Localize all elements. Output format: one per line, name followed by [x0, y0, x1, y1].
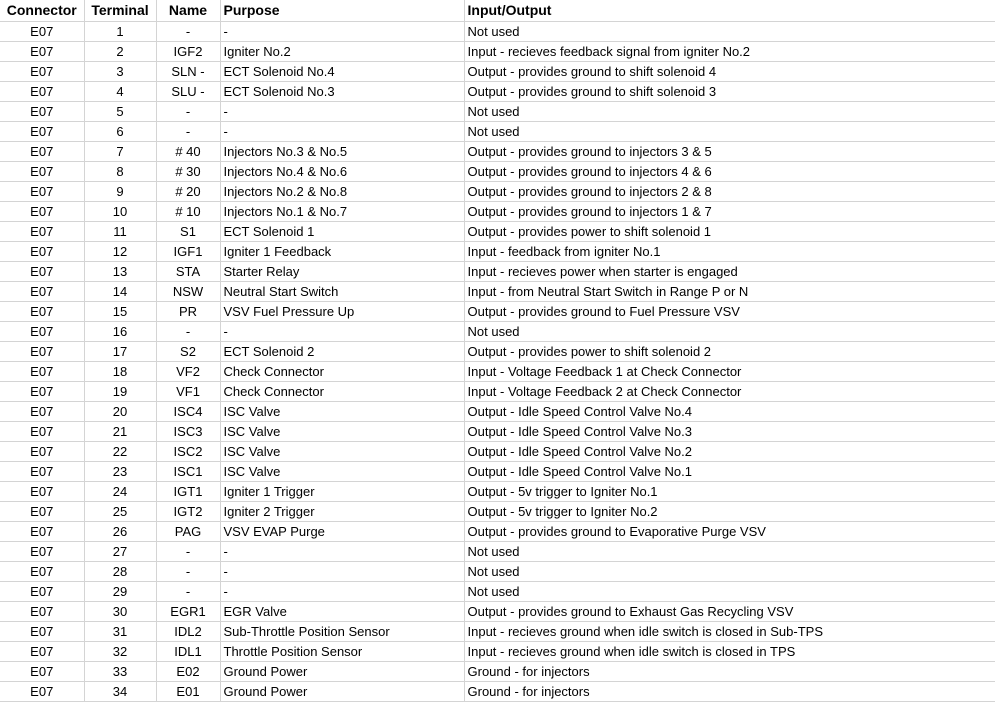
cell-terminal[interactable]: 3 [84, 62, 156, 82]
cell-connector[interactable]: E07 [0, 122, 84, 142]
cell-input-output[interactable]: Not used [464, 582, 995, 602]
cell-connector[interactable]: E07 [0, 442, 84, 462]
cell-input-output[interactable]: Not used [464, 322, 995, 342]
table-row [0, 422, 995, 442]
cell-terminal[interactable]: 8 [84, 162, 156, 182]
cell-input-output[interactable]: Input - recieves ground when idle switch is closed in Sub-TPS [464, 622, 995, 642]
cell-connector[interactable]: E07 [0, 622, 84, 642]
cell-input-output[interactable]: Input - Voltage Feedback 2 at Check Connector [464, 382, 995, 402]
cell-name[interactable]: ISC2 [156, 442, 220, 462]
table-row [0, 82, 995, 102]
cell-purpose[interactable]: VSV EVAP Purge [220, 522, 464, 542]
cell-purpose[interactable]: VSV Fuel Pressure Up [220, 302, 464, 322]
cell-connector[interactable]: E07 [0, 642, 84, 662]
cell-connector[interactable]: E07 [0, 242, 84, 262]
cell-purpose[interactable]: Injectors No.1 & No.7 [220, 202, 464, 222]
cell-input-output[interactable]: Ground - for injectors [464, 682, 995, 702]
cell-purpose[interactable]: ECT Solenoid 1 [220, 222, 464, 242]
cell-terminal[interactable]: 18 [84, 362, 156, 382]
cell-connector[interactable]: E07 [0, 202, 84, 222]
cell-connector[interactable]: E07 [0, 302, 84, 322]
cell-connector[interactable]: E07 [0, 62, 84, 82]
cell-input-output[interactable]: Input - Voltage Feedback 1 at Check Connector [464, 362, 995, 382]
cell-name[interactable]: - [156, 102, 220, 122]
cell-input-output[interactable]: Output - provides ground to Fuel Pressure VSV [464, 302, 995, 322]
cell-name[interactable]: S1 [156, 222, 220, 242]
cell-terminal[interactable]: 10 [84, 202, 156, 222]
cell-name[interactable]: ISC4 [156, 402, 220, 422]
cell-terminal[interactable]: 23 [84, 462, 156, 482]
cell-terminal[interactable]: 11 [84, 222, 156, 242]
cell-terminal[interactable]: 19 [84, 382, 156, 402]
cell-input-output[interactable]: Not used [464, 22, 995, 42]
table-row [0, 242, 995, 262]
cell-connector[interactable]: E07 [0, 282, 84, 302]
table-row [0, 462, 995, 482]
cell-purpose[interactable]: ECT Solenoid No.4 [220, 62, 464, 82]
cell-terminal[interactable]: 32 [84, 642, 156, 662]
cell-name[interactable]: VF1 [156, 382, 220, 402]
cell-purpose[interactable]: Igniter No.2 [220, 42, 464, 62]
cell-connector[interactable]: E07 [0, 502, 84, 522]
cell-terminal[interactable]: 22 [84, 442, 156, 462]
cell-terminal[interactable]: 30 [84, 602, 156, 622]
cell-terminal[interactable]: 6 [84, 122, 156, 142]
table-row [0, 482, 995, 502]
cell-name[interactable]: E02 [156, 662, 220, 682]
cell-connector[interactable]: E07 [0, 542, 84, 562]
table-row [0, 262, 995, 282]
cell-purpose[interactable]: Sub-Throttle Position Sensor [220, 622, 464, 642]
cell-input-output[interactable]: Output - provides ground to shift solenoid 4 [464, 62, 995, 82]
cell-name[interactable]: IDL1 [156, 642, 220, 662]
cell-input-output[interactable]: Output - Idle Speed Control Valve No.1 [464, 462, 995, 482]
cell-purpose[interactable]: - [220, 582, 464, 602]
cell-input-output[interactable]: Output - Idle Speed Control Valve No.4 [464, 402, 995, 422]
cell-input-output[interactable]: Not used [464, 122, 995, 142]
cell-connector[interactable]: E07 [0, 402, 84, 422]
cell-connector[interactable]: E07 [0, 262, 84, 282]
cell-terminal[interactable]: 29 [84, 582, 156, 602]
cell-name[interactable]: PAG [156, 522, 220, 542]
cell-purpose[interactable]: - [220, 122, 464, 142]
cell-connector[interactable]: E07 [0, 342, 84, 362]
cell-connector[interactable]: E07 [0, 562, 84, 582]
cell-terminal[interactable]: 27 [84, 542, 156, 562]
cell-name[interactable]: - [156, 22, 220, 42]
cell-terminal[interactable]: 21 [84, 422, 156, 442]
cell-input-output[interactable]: Not used [464, 542, 995, 562]
cell-name[interactable]: # 40 [156, 142, 220, 162]
cell-name[interactable]: # 30 [156, 162, 220, 182]
table-row [0, 182, 995, 202]
cell-name[interactable]: IDL2 [156, 622, 220, 642]
cell-connector[interactable]: E07 [0, 522, 84, 542]
cell-purpose[interactable]: - [220, 22, 464, 42]
cell-connector[interactable]: E07 [0, 322, 84, 342]
cell-name[interactable]: STA [156, 262, 220, 282]
cell-terminal[interactable]: 33 [84, 662, 156, 682]
header-name[interactable]: Name [156, 0, 220, 22]
cell-purpose[interactable]: - [220, 322, 464, 342]
table-row [0, 162, 995, 182]
table-row [0, 522, 995, 542]
table-row [0, 42, 995, 62]
cell-input-output[interactable]: Output - 5v trigger to Igniter No.2 [464, 502, 995, 522]
cell-terminal[interactable]: 26 [84, 522, 156, 542]
cell-connector[interactable]: E07 [0, 382, 84, 402]
cell-input-output[interactable]: Input - recieves power when starter is engaged [464, 262, 995, 282]
cell-name[interactable]: S2 [156, 342, 220, 362]
table-row [0, 622, 995, 642]
cell-terminal[interactable]: 31 [84, 622, 156, 642]
cell-terminal[interactable]: 14 [84, 282, 156, 302]
cell-purpose[interactable]: EGR Valve [220, 602, 464, 622]
cell-connector[interactable]: E07 [0, 582, 84, 602]
cell-connector[interactable]: E07 [0, 462, 84, 482]
table-row [0, 382, 995, 402]
cell-purpose[interactable]: Ground Power [220, 662, 464, 682]
cell-input-output[interactable]: Input - from Neutral Start Switch in Range P or N [464, 282, 995, 302]
table-row [0, 602, 995, 622]
cell-terminal[interactable]: 34 [84, 682, 156, 702]
cell-purpose[interactable]: Injectors No.3 & No.5 [220, 142, 464, 162]
cell-purpose[interactable]: Injectors No.4 & No.6 [220, 162, 464, 182]
cell-terminal[interactable]: 2 [84, 42, 156, 62]
cell-connector[interactable]: E07 [0, 22, 84, 42]
cell-name[interactable]: IGT2 [156, 502, 220, 522]
cell-name[interactable]: ISC3 [156, 422, 220, 442]
table-row [0, 362, 995, 382]
table-row [0, 142, 995, 162]
cell-terminal[interactable]: 28 [84, 562, 156, 582]
cell-input-output[interactable]: Not used [464, 562, 995, 582]
cell-input-output[interactable]: Input - feedback from igniter No.1 [464, 242, 995, 262]
cell-name[interactable]: VF2 [156, 362, 220, 382]
cell-connector[interactable]: E07 [0, 602, 84, 622]
table-row [0, 102, 995, 122]
cell-purpose[interactable]: Starter Relay [220, 262, 464, 282]
table-row [0, 562, 995, 582]
cell-connector[interactable]: E07 [0, 182, 84, 202]
cell-purpose[interactable]: Neutral Start Switch [220, 282, 464, 302]
cell-input-output[interactable]: Output - Idle Speed Control Valve No.3 [464, 422, 995, 442]
header-purpose[interactable]: Purpose [220, 0, 464, 22]
cell-name[interactable]: IGT1 [156, 482, 220, 502]
table-row [0, 282, 995, 302]
table-row [0, 662, 995, 682]
cell-purpose[interactable]: - [220, 542, 464, 562]
cell-purpose[interactable]: ISC Valve [220, 422, 464, 442]
table-row [0, 122, 995, 142]
table-row [0, 442, 995, 462]
cell-name[interactable]: - [156, 322, 220, 342]
table-row [0, 342, 995, 362]
cell-input-output[interactable]: Ground - for injectors [464, 662, 995, 682]
cell-input-output[interactable]: Output - provides ground to injectors 3 & 5 [464, 142, 995, 162]
cell-connector[interactable]: E07 [0, 482, 84, 502]
table-row [0, 302, 995, 322]
cell-purpose[interactable]: Igniter 1 Feedback [220, 242, 464, 262]
table-row [0, 582, 995, 602]
cell-name[interactable]: - [156, 562, 220, 582]
cell-name[interactable]: - [156, 582, 220, 602]
cell-purpose[interactable]: Ground Power [220, 682, 464, 702]
cell-name[interactable]: SLU - [156, 82, 220, 102]
cell-name[interactable]: ISC1 [156, 462, 220, 482]
cell-input-output[interactable]: Not used [464, 102, 995, 122]
cell-input-output[interactable]: Input - recieves ground when idle switch is closed in TPS [464, 642, 995, 662]
cell-connector[interactable]: E07 [0, 142, 84, 162]
cell-input-output[interactable]: Output - provides ground to Evaporative Purge VSV [464, 522, 995, 542]
cell-input-output[interactable]: Output - provides ground to shift solenoid 3 [464, 82, 995, 102]
table-row [0, 502, 995, 522]
header-connector[interactable]: Connector [0, 0, 84, 22]
cell-connector[interactable]: E07 [0, 42, 84, 62]
cell-terminal[interactable]: 4 [84, 82, 156, 102]
header-input-output[interactable]: Input/Output [464, 0, 995, 22]
cell-terminal[interactable]: 24 [84, 482, 156, 502]
cell-input-output[interactable]: Output - provides power to shift solenoid 2 [464, 342, 995, 362]
table-row [0, 62, 995, 82]
table-row [0, 322, 995, 342]
cell-input-output[interactable]: Output - provides ground to injectors 4 & 6 [464, 162, 995, 182]
cell-name[interactable]: # 20 [156, 182, 220, 202]
cell-name[interactable]: # 10 [156, 202, 220, 222]
cell-input-output[interactable]: Output - provides power to shift solenoid 1 [464, 222, 995, 242]
cell-name[interactable]: SLN - [156, 62, 220, 82]
cell-purpose[interactable]: ISC Valve [220, 442, 464, 462]
table-row [0, 22, 995, 42]
cell-purpose[interactable]: Throttle Position Sensor [220, 642, 464, 662]
cell-purpose[interactable]: Check Connector [220, 382, 464, 402]
cell-terminal[interactable]: 16 [84, 322, 156, 342]
table-row [0, 642, 995, 662]
table-row [0, 202, 995, 222]
cell-name[interactable]: E01 [156, 682, 220, 702]
cell-purpose[interactable]: ECT Solenoid 2 [220, 342, 464, 362]
cell-purpose[interactable]: Check Connector [220, 362, 464, 382]
cell-purpose[interactable]: Igniter 2 Trigger [220, 502, 464, 522]
table-row [0, 682, 995, 702]
cell-name[interactable]: PR [156, 302, 220, 322]
cell-name[interactable]: - [156, 122, 220, 142]
cell-input-output[interactable]: Output - 5v trigger to Igniter No.1 [464, 482, 995, 502]
cell-connector[interactable]: E07 [0, 222, 84, 242]
cell-purpose[interactable]: - [220, 102, 464, 122]
cell-purpose[interactable]: ISC Valve [220, 462, 464, 482]
cell-input-output[interactable]: Output - provides ground to Exhaust Gas Recycling VSV [464, 602, 995, 622]
cell-input-output[interactable]: Output - provides ground to injectors 1 & 7 [464, 202, 995, 222]
cell-connector[interactable]: E07 [0, 662, 84, 682]
cell-purpose[interactable]: Injectors No.2 & No.8 [220, 182, 464, 202]
table-row [0, 542, 995, 562]
cell-purpose[interactable]: ISC Valve [220, 402, 464, 422]
cell-input-output[interactable]: Output - provides ground to injectors 2 & 8 [464, 182, 995, 202]
cell-connector[interactable]: E07 [0, 422, 84, 442]
cell-connector[interactable]: E07 [0, 102, 84, 122]
table-row [0, 402, 995, 422]
cell-terminal[interactable]: 5 [84, 102, 156, 122]
cell-connector[interactable]: E07 [0, 162, 84, 182]
cell-name[interactable]: IGF2 [156, 42, 220, 62]
cell-connector[interactable]: E07 [0, 362, 84, 382]
cell-terminal[interactable]: 17 [84, 342, 156, 362]
cell-name[interactable]: EGR1 [156, 602, 220, 622]
cell-purpose[interactable]: ECT Solenoid No.3 [220, 82, 464, 102]
header-row [0, 0, 995, 22]
cell-terminal[interactable]: 9 [84, 182, 156, 202]
cell-terminal[interactable]: 20 [84, 402, 156, 422]
header-terminal[interactable]: Terminal [84, 0, 156, 22]
cell-terminal[interactable]: 1 [84, 22, 156, 42]
cell-purpose[interactable]: - [220, 562, 464, 582]
cell-name[interactable]: - [156, 542, 220, 562]
cell-input-output[interactable]: Output - Idle Speed Control Valve No.2 [464, 442, 995, 462]
cell-terminal[interactable]: 15 [84, 302, 156, 322]
cell-connector[interactable]: E07 [0, 682, 84, 702]
cell-purpose[interactable]: Igniter 1 Trigger [220, 482, 464, 502]
table-row [0, 222, 995, 242]
cell-terminal[interactable]: 12 [84, 242, 156, 262]
cell-terminal[interactable]: 7 [84, 142, 156, 162]
cell-input-output[interactable]: Input - recieves feedback signal from igniter No.2 [464, 42, 995, 62]
cell-name[interactable]: NSW [156, 282, 220, 302]
cell-terminal[interactable]: 25 [84, 502, 156, 522]
cell-name[interactable]: IGF1 [156, 242, 220, 262]
cell-connector[interactable]: E07 [0, 82, 84, 102]
cell-terminal[interactable]: 13 [84, 262, 156, 282]
